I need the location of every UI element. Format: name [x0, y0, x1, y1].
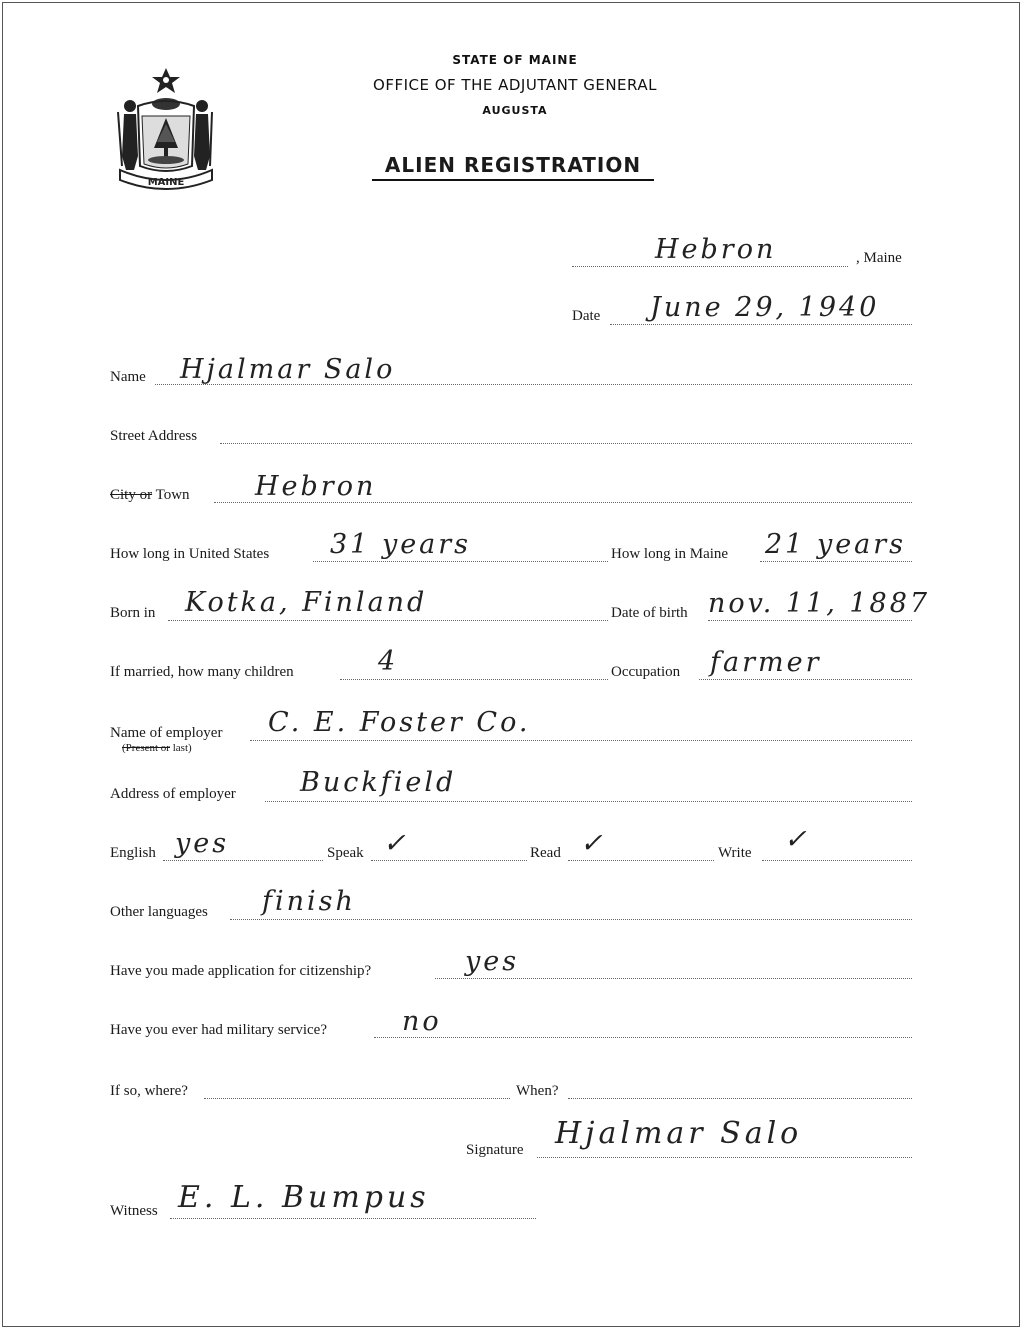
office-heading: OFFICE OF THE ADJUTANT GENERAL — [373, 76, 657, 94]
name-label: Name — [110, 369, 146, 385]
citizenship-line — [435, 978, 912, 979]
how-long-us-label: How long in United States — [110, 546, 270, 562]
how-long-maine-entry: 21 years — [765, 529, 907, 560]
employer-entry: C. E. Foster Co. — [268, 707, 531, 738]
citizenship-label: Have you made application for citizenship? — [110, 963, 372, 979]
city-struck-label: City or — [110, 487, 153, 503]
children-label: If married, how many children — [110, 664, 294, 680]
write-line — [762, 860, 912, 861]
employer-line — [250, 740, 912, 741]
write-label: Write — [718, 845, 752, 861]
speak-label: Speak — [327, 845, 364, 861]
how-long-us-line — [313, 561, 608, 562]
signature-entry: Hjalmar Salo — [555, 1116, 803, 1151]
signature-label: Signature — [466, 1142, 524, 1158]
children-line — [340, 679, 608, 680]
citizenship-entry: yes — [465, 946, 520, 977]
town-line — [214, 502, 912, 503]
employer-address-label: Address of employer — [110, 786, 236, 802]
employer-address-line — [265, 801, 912, 802]
english-line — [163, 860, 323, 861]
employer-sublabel — [122, 742, 192, 754]
maine-state-seal — [112, 66, 220, 190]
date-label: Date — [572, 308, 601, 324]
how-long-maine-line — [760, 561, 912, 562]
english-entry: yes — [175, 828, 230, 859]
speak-line — [371, 860, 527, 861]
where-line — [204, 1098, 510, 1099]
military-label: Have you ever had military service? — [110, 1022, 327, 1038]
read-entry: ✓ — [580, 828, 606, 859]
when-line — [568, 1098, 912, 1099]
town-label — [110, 487, 190, 504]
state-heading: STATE OF MAINE — [452, 53, 578, 67]
military-entry: no — [402, 1006, 442, 1037]
date-of-birth-label: Date of birth — [611, 605, 688, 621]
read-label: Read — [530, 845, 561, 861]
other-languages-label: Other languages — [110, 904, 208, 920]
name-entry: Hjalmar Salo — [180, 354, 396, 385]
employer-label: Name of employer — [110, 725, 223, 741]
employer-address-entry: Buckfield — [300, 767, 457, 798]
if-so-where-label: If so, where? — [110, 1083, 188, 1099]
street-line — [220, 443, 912, 444]
signature-line — [537, 1157, 912, 1158]
date-of-birth-line — [708, 620, 912, 621]
last-label: last) — [169, 742, 192, 754]
town-header-line — [572, 266, 848, 267]
form-title: ALIEN REGISTRATION — [372, 153, 654, 181]
english-label: English — [110, 845, 156, 861]
svg-text:MAINE: MAINE — [147, 177, 185, 188]
born-in-line — [168, 620, 608, 621]
born-in-label: Born in — [110, 605, 156, 621]
date-of-birth-entry: nov. 11, 1887 — [708, 588, 931, 619]
occupation-label: Occupation — [611, 664, 681, 680]
present-struck-label: (Present or — [122, 742, 170, 754]
other-languages-line — [230, 919, 912, 920]
speak-entry: ✓ — [383, 828, 409, 859]
children-entry: 4 — [378, 646, 399, 677]
how-long-us-entry: 31 years — [330, 529, 472, 560]
military-line — [374, 1037, 912, 1038]
read-line — [568, 860, 714, 861]
town-header-entry: Hebron — [655, 234, 777, 265]
town-label-text: Town — [152, 487, 190, 503]
town-entry: Hebron — [255, 471, 377, 502]
witness-label: Witness — [110, 1203, 158, 1219]
maine-label: , Maine — [856, 250, 902, 266]
write-entry: ✓ — [784, 824, 810, 855]
street-label: Street Address — [110, 428, 198, 444]
when-label: When? — [516, 1083, 559, 1099]
witness-entry: E. L. Bumpus — [178, 1180, 430, 1215]
witness-line — [170, 1218, 536, 1219]
occupation-entry: farmer — [710, 647, 822, 678]
date-entry: June 29, 1940 — [650, 292, 880, 323]
born-in-entry: Kotka, Finland — [185, 587, 428, 618]
date-line — [610, 324, 912, 325]
occupation-line — [699, 679, 912, 680]
city-heading: AUGUSTA — [482, 104, 548, 117]
other-languages-entry: finish — [262, 886, 356, 917]
how-long-maine-label: How long in Maine — [611, 546, 729, 562]
